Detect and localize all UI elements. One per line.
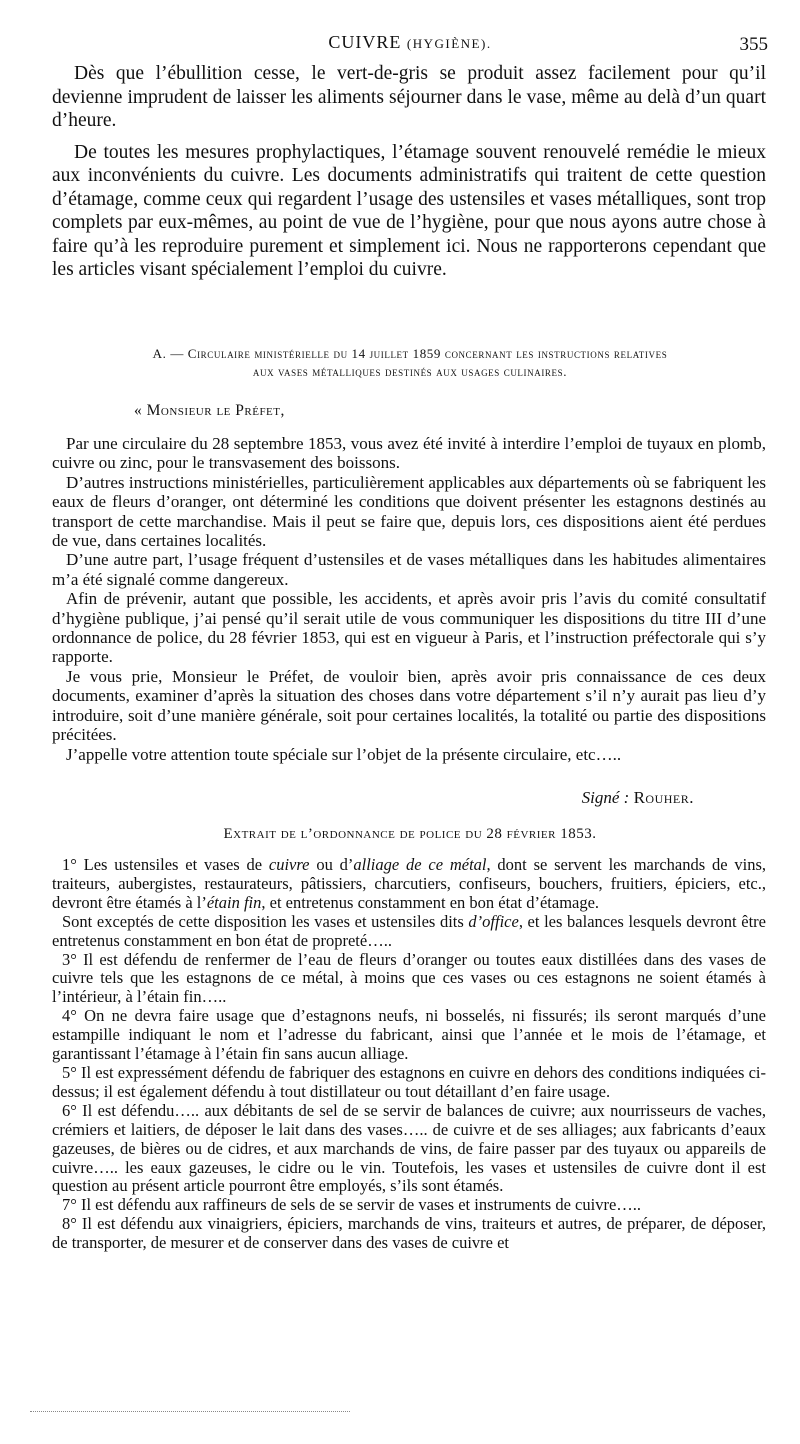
circular-paragraph: Afin de prévenir, autant que possible, les accidents, et après avoir pris l’avis du comité consultatif d’hygiène publique, j’ai pensé qu’il serait utile de vous communiquer les dispositions du titre III d’une ordonnance de police, du 28 février 1853, qui est en vigueur à Paris, et l’instruction préfectorale qui s’y rapporte.: [52, 589, 766, 667]
article-1-term: cuivre: [268, 855, 310, 874]
section-a-heading: [52, 345, 768, 381]
ordinance-article-4: 4° On ne devra faire usage que d’estagnons neufs, ni bosselés, ni fissurés; ils seront marqués d’une estampille indiquant le nom et l’adresse du fabricant, ainsi que l’année et le mois de l’étamage, et garantissant l’étamage à l’étain fin sans aucun alliage.: [52, 1006, 766, 1064]
ordinance-article-6: 6° Il est défendu….. aux débitants de sel de se servir de balances de cuivre; aux nourrisseurs de vaches, crémiers et laitiers, de déposer le lait dans des vases….. de cuivre et de ses alliages; aux fabricants d’eaux gazeuses, de bières ou de cidres, et aux marchands de vins, de faire passer par des tuyaux ou appareils de cuivre….. les eaux gazeuses, le cidre ou le vin. Toutefois, les vases et ustensiles de cuivre dont il est question au présent article pourront être employés, s’ils sont étamés.: [52, 1100, 766, 1196]
article-1-term: étain fin: [206, 892, 262, 912]
ordinance-article-7: 7° Il est défendu aux raffineurs de sels de se servir de vases et instruments de cuivre…..: [62, 1195, 642, 1215]
circular-signature: [582, 788, 694, 808]
section-a-heading-line-1: A. — Circulaire ministérielle du 14 juillet 1859 concernant les instructions relatives: [152, 346, 668, 361]
extract-heading: Extrait de l’ordonnance de police du 28 février 1853.: [223, 826, 597, 842]
ordinance-article-5: 5° Il est expressément défendu de fabriquer des estagnons en cuivre en dehors des conditions indiquées ci-dessus; il est également défendu à tout distillateur ou tout détaillant d’en faire usage.: [52, 1062, 766, 1101]
circular-paragraph: D’autres instructions ministérielles, particulièrement applicables aux départements où se fabriquent les eaux de fleurs d’oranger, ont déterminé les conditions que doivent présenter les estagnons destinés au transport de cette marchandise. Mais il peut se faire que, depuis lors, ces dispositions aient été perdues de vue, dans certaines localités.: [52, 472, 766, 551]
article-1-term: alliage de ce métal: [353, 855, 487, 874]
circular-salutation: « Monsieur le Préfet,: [134, 402, 285, 419]
intro-paragraph-1: Dès que l’ébullition cesse, le vert-de-gris se produit assez facilement pour qu’il devienne imprudent de laisser les aliments séjourner dans le vase, même au delà d’un quart d’heure.: [52, 63, 766, 131]
page-number: 355: [739, 34, 768, 55]
exception-text: , et les balances lesquels devront être entretenus constamment en bon état de propreté…..: [52, 911, 766, 950]
circular-paragraph: D’une autre part, l’usage fréquent d’ustensiles et de vases métalliques dans les habitudes alimentaires m’a été signalé comme dangereux.: [52, 550, 766, 589]
article-1-text: , et entretenus constamment en bon état d’étamage.: [261, 892, 600, 912]
ordinance-exception: [52, 913, 766, 951]
intro-text: [52, 62, 766, 290]
section-a-heading-line-2: aux vases métalliques destinés aux usages culinaires.: [252, 364, 568, 379]
circular-paragraph: Par une circulaire du 28 septembre 1853, vous avez été invité à interdire l’emploi de tuyaux en plomb, cuivre ou zinc, pour le transvasement des boissons.: [52, 434, 766, 473]
page-header: [52, 32, 768, 56]
exception-term: d’office: [468, 911, 519, 931]
intro-paragraph-2: De toutes les mesures prophylactiques, l’étamage souvent renouvelé remédie le mieux aux inconvénients du cuivre. Les documents administratifs qui traitent de cette question d’étamage, comme ceux qui regardent l’usage des ustensiles et vases métalliques, sont trop complets par eux-mêmes, au point de vue de l’hygiène, pour que nous ayons autre chose à faire qu’à les reproduire purement et simplement ici. Nous ne rapporterons cependant que les articles visant spécialement l’emploi du cuivre.: [52, 141, 766, 280]
article-1-text: ou d’: [309, 855, 354, 874]
article-1-text: , dont se servent les marchands de vins, traiteurs, aubergistes, restaurateurs, pâtissiers, charcutiers, confiseurs, bouchers, fruitiers, épiciers, etc., devront être étamés à l’: [52, 855, 766, 912]
signature-label: Signé :: [581, 788, 630, 807]
signature-name: Rouher.: [633, 788, 694, 807]
ordinance-article-1: [52, 856, 766, 913]
exception-text: Sont exceptés de cette disposition les vases et ustensiles dits: [62, 911, 469, 931]
ordinance-article-8: 8° Il est défendu aux vinaigriers, épiciers, marchands de vins, traiteurs et autres, de préparer, de déposer, de transporter, de mesurer et de conserver dans des vases de cuivre et: [52, 1214, 766, 1253]
running-title-sub: (HYGIÈNE).: [406, 36, 492, 51]
circular-paragraph: J’appelle votre attention toute spéciale sur l’objet de la présente circulaire, etc…..: [66, 744, 622, 764]
running-title-main: CUIVRE: [328, 32, 402, 52]
ordinance-article-3: 3° Il est défendu de renfermer de l’eau de fleurs d’oranger ou toutes eaux distillées dans des vases de cuivre tels que les estagnons de ce métal, à moins que ces vases ou ces estagnons ne soient étamés à l’intérieur, à l’étain fin…..: [52, 949, 766, 1007]
running-title: [52, 32, 768, 53]
circular-text: [52, 434, 766, 764]
ordinance-articles: [52, 856, 766, 1253]
footer-divider: [30, 1411, 350, 1414]
article-1-text: 1° Les ustensiles et vases de: [62, 855, 269, 874]
circular-paragraph: Je vous prie, Monsieur le Préfet, de vouloir bien, après avoir pris connaissance de ces deux documents, examiner d’après la situation des choses dans votre département s’il n’y aurait pas lieu d’y introduire, soit d’une manière générale, soit pour certaines localités, la totalité ou partie des dispositions précitées.: [52, 666, 766, 745]
